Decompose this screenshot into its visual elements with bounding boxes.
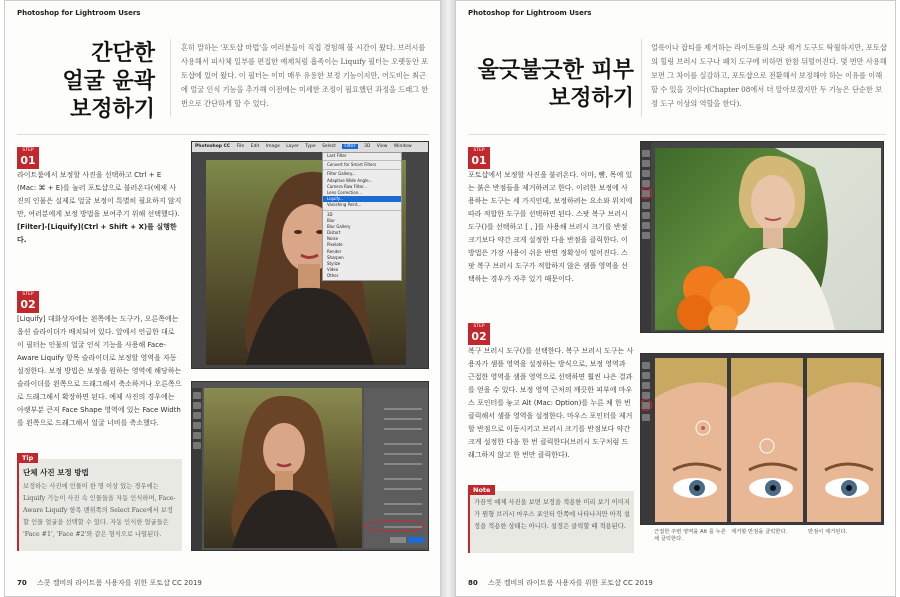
step-badge: STEP 02 [17, 291, 39, 313]
menu-item-liquify[interactable]: Liquify... [323, 196, 401, 202]
tip-tag: Tip [17, 453, 38, 463]
highlight-circle [364, 520, 426, 532]
stamp-tool-icon[interactable] [642, 212, 650, 219]
cancel-button[interactable] [390, 537, 406, 543]
tip-text: 보정하는 사진에 인물이 한 명 이상 있는 경우에는 Liquify 기능이 사진 속 인물들을 자동 인식하며, Face-Aware Liquify 항목 맨위쪽의 Select Face에서 보정할 인물 얼굴을 선택할 수 있다. 자동 인식한 얼굴들은 'Face #1', 'Face #2'와 같은 형식으로 나열된다. [23, 483, 176, 538]
page-title: 간단한 얼굴 윤곽 보정하기 [62, 40, 155, 122]
menu-item[interactable]: Filter Gallery... [327, 171, 356, 177]
step2-text: [Liquify] 대화상자에는 왼쪽에는 도구가, 오른쪽에는 옵션 슬라이더가 배치되어 있다. 앞에서 언급한 대로 이 필터는 인물의 얼굴 인식 기능을 사용해 Face-Aware Liquify 항목 슬라이더로 보정할 영역을 자동 설정한다. 보정 방법은 보정을 원하는 영역에 해당하는 슬라이더를 왼쪽으로 드래그해서 축소하거나 오른쪽으로 드래그해서 확장하면 된다. 예제 사진의 경우에는 아랫부분 큰저 Face Shape 영역에 있는 Face Width를 왼쪽으로 드래그해서 얼굴 너비를 축소했다. [17, 315, 182, 427]
menu-item[interactable]: Convert for Smart Filters [327, 162, 377, 168]
running-header: Photoshop for Lightroom Users [17, 9, 141, 17]
menu-item[interactable]: Adaptive Wide Angle... [327, 177, 373, 183]
caption-1: 근접한 주변 영역을 Alt 를 누른 채 클릭한다. [654, 529, 726, 542]
menu-item[interactable]: 3D [327, 211, 333, 217]
pucker-tool-icon[interactable] [193, 422, 201, 429]
smooth-tool-icon[interactable] [193, 412, 201, 419]
menu-item[interactable]: Video [327, 267, 339, 273]
liquify-dialog-screenshot [191, 381, 429, 551]
title-divider [170, 39, 171, 117]
page-footer: 80 스콧 켈비의 라이트룸 사용자를 위한 포토샵 CC 2019 [468, 579, 653, 587]
note-text: 가끔씩 예제 사진을 보면 보정을 적용한 미리 보기 이미지가 원형 브러시 마우스 포인터 안쪽에 나타나지만 아직 설정을 적용한 상태는 아니다. 설정은 클릭할 때 적용된다. [474, 499, 630, 530]
highlight-circle [640, 399, 652, 411]
page-footer: 70 스콧 켈비의 라이트룸 사용자를 위한 포토샵 CC 2019 [17, 579, 202, 587]
section-divider [17, 134, 429, 135]
menu-item[interactable]: Noise [327, 236, 339, 242]
caption-3: 반점이 제거된다. [808, 529, 848, 535]
note-tag: Note [468, 485, 495, 495]
marquee-tool-icon[interactable] [642, 372, 650, 379]
ok-button[interactable] [408, 537, 424, 543]
step1-text: 포토샵에서 보정할 사진을 불러온다. 이마, 뺨, 목에 있는 붉은 반점들을 제거하려고 한다. 이러한 보정에 사용하는 도구는 세 가지인데, 보정하려는 요소와 위치에 따라 적합한 도구를 선택하면 된다. 스팟 복구 브러시 도구()를 선택하고 [ , ]를 사용해 브러시 크기를 반점 크기보다 약간 크게 설정한 다음 반점을 클릭한다. 이 방법은 가장 사용이 쉬운 반면 정확성이 떨어진다. 스팟 복구 브러시 도구가 적합하지 않은 샘플 영역을 선택하는 경우가 자주 있기 때문이다. [468, 171, 633, 283]
intro-text: 얼룩이나 잡티를 제거하는 라이트룸의 스팟 제거 도구도 탁월하지만, 포토샵의 힐링 브러시 도구나 패치 도구에 비하면 한참 뒤떨어진다. 몇 번만 사용해 보면 그 차이를 실감하고, 포토샵으로 전환해서 보정해야 하는 이유를 이해할 수 있을 것이다(Chapter 08에서 더 알아보겠지만 두 기능은 단순한 보정 도구 이상의 역할을 한다). [651, 43, 887, 108]
menu-item[interactable]: Sharpen [327, 254, 344, 260]
menu-item[interactable]: Stylize [327, 261, 341, 266]
lasso-tool-icon[interactable] [642, 382, 650, 389]
menu-item[interactable]: Other [327, 273, 339, 279]
step-badge: STEP 01 [468, 147, 490, 169]
tools-panel [641, 354, 651, 525]
step-badge: STEP 01 [17, 147, 39, 169]
caption-2: 제거할 반점을 클릭한다. [731, 529, 788, 535]
step2-text: 복구 브러시 도구()를 선택한다. 복구 브러시 도구는 사용자가 샘플 영역을 설정하는 방식으로, 보정 영역과 근접한 영역을 샘플 영역으로 선택하면 훨씬 나은 결과를 얻을 수 있다. 보정 영역 근처의 깨끗한 피부에 마우스 포인터를 놓고 Alt (Mac: Option)를 누른 채 한 번 클릭해서 샘플 영역을 설정한다. 마우스 포인터를 제거할 반점으로 이동시키고 브러시 크기를 반점보다 약간 크게 설정한 다음 한 번 클릭한다(브러시 도구처럼 드래그하지 않고 한 번만 클릭한다). [468, 347, 634, 459]
bride-illustration [655, 148, 881, 330]
section-divider [468, 134, 886, 135]
highlight-circle [640, 187, 652, 199]
tools-panel [641, 142, 651, 333]
face-tool-icon[interactable] [193, 442, 201, 449]
filter-dropdown-menu [322, 152, 402, 281]
move-tool-icon[interactable] [642, 362, 650, 369]
forward-warp-tool-icon[interactable] [193, 392, 201, 399]
book-gutter [441, 0, 455, 597]
step1-text: 라이트룸에서 보정할 사진을 선택하고 Ctrl + E (Mac: ⌘ + E)를 눌러 포토샵으로 불러온다(예제 사진의 인물은 실제로 얼굴 보정이 특별히 필요하지 않지만, 여러분에게 보정 방법을 보여주기 위해 선택했다). [Filter]-[Liquify](Ctrl + Shift + X)를 실행한다. [17, 171, 182, 244]
crop-tool-icon[interactable] [642, 392, 650, 399]
title-divider [641, 39, 642, 117]
reconstruct-tool-icon[interactable] [193, 402, 201, 409]
menu-item[interactable]: Blur Gallery [327, 223, 351, 229]
menu-item[interactable]: Render [327, 248, 342, 254]
left-page [4, 0, 441, 597]
marquee-tool-icon[interactable] [642, 160, 650, 167]
running-header: Photoshop for Lightroom Users [468, 9, 592, 17]
brush-tool-icon[interactable] [642, 414, 650, 421]
liquify-properties-panel [364, 388, 428, 548]
spot-removal-closeups [640, 353, 884, 525]
closeup-photo-2 [731, 358, 803, 522]
menu-item[interactable]: Vanishing Point... [327, 202, 362, 208]
liquify-toolbar [192, 388, 202, 550]
bride-photo [655, 148, 881, 330]
liquify-preview-photo [204, 388, 362, 548]
step-badge: STEP 02 [468, 323, 490, 345]
menu-bar: Photoshop CC File Edit Image Layer Type Select Filter 3D View Window [192, 142, 428, 152]
menu-item[interactable]: Distort [327, 230, 341, 236]
eraser-tool-icon[interactable] [642, 222, 650, 229]
intro-text: 흔히 말하는 '포토샵 마법'을 여러분들이 직접 경험해 볼 시간이 왔다. 브러시를 사용해서 피사체 일부를 편집한 예제처럼 흡족이는 Liquify 필터는 오랫동안 포토샵에 있어 왔다. 이 필터는 이미 매우 유용한 보정 기능이지만, 어도비는 최근에 얼굴 인식 기능을 추가해 이전에는 미세한 조정이 필요했던 과정을 드래그 한 번으로 간단하게 할 수 있다. [181, 43, 429, 108]
tip-title: 단체 사진 보정 방법 [23, 468, 89, 477]
page-title: 울긋불긋한 피부 보정하기 [477, 57, 634, 111]
gradient-tool-icon[interactable] [642, 232, 650, 239]
menu-item[interactable]: Lens Correction... [327, 189, 363, 195]
menu-item[interactable]: Blur [327, 217, 336, 223]
menu-item[interactable]: Last Filter [327, 153, 347, 158]
photoshop-screenshot-bride [640, 141, 884, 333]
right-page [455, 0, 896, 597]
photoshop-screenshot-filter-menu [191, 141, 429, 369]
brush-tool-icon[interactable] [642, 202, 650, 209]
bloat-tool-icon[interactable] [193, 432, 201, 439]
lasso-tool-icon[interactable] [642, 170, 650, 177]
closeup-photo-1 [655, 358, 727, 522]
menu-item[interactable]: Camera Raw Filter... [327, 183, 368, 189]
move-tool-icon[interactable] [642, 150, 650, 157]
menu-item[interactable]: Pixelate [327, 242, 343, 248]
closeup-photo-3 [807, 358, 881, 522]
woman-portrait-illustration [204, 388, 362, 548]
crop-tool-icon[interactable] [642, 180, 650, 187]
